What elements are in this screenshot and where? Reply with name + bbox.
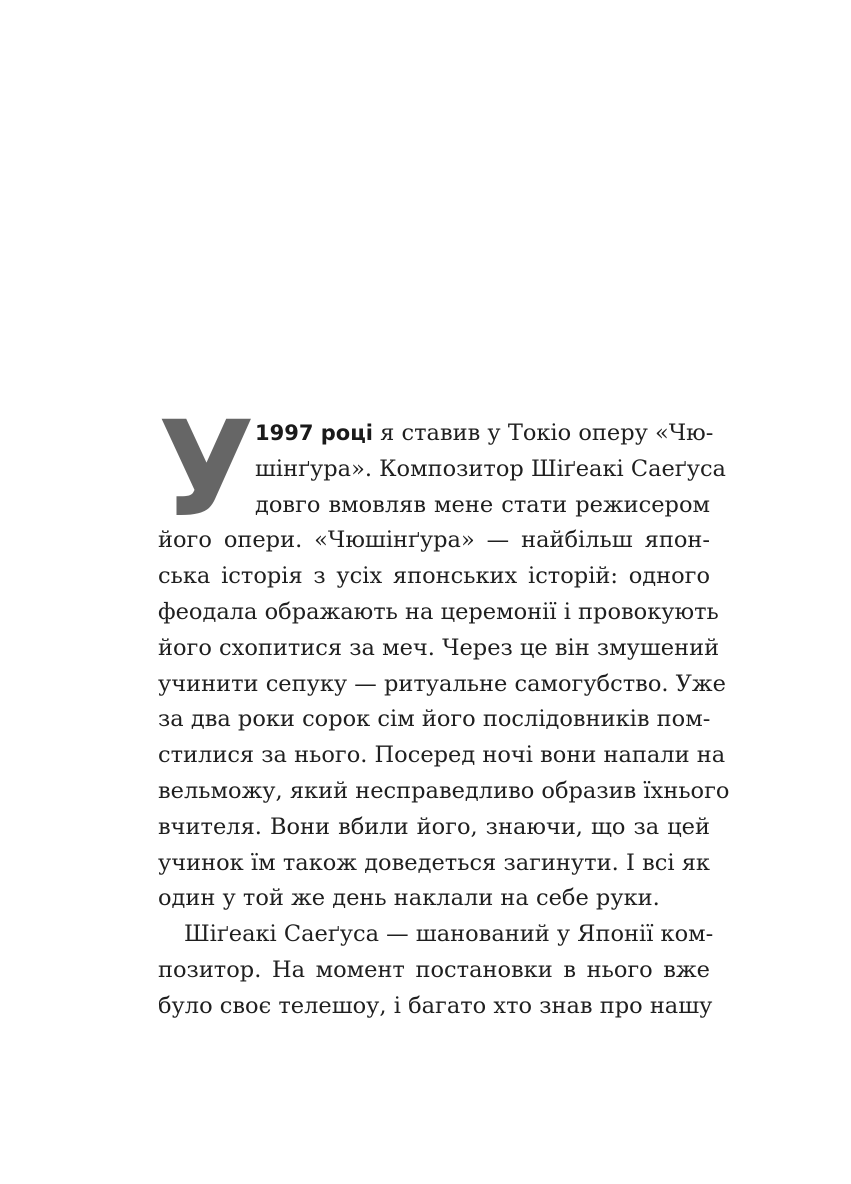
text-line: було своє телешоу, і багато хто знав про нашу [158, 992, 713, 1019]
text-line: шінґура». Композитор Шіґеакі Саеґуса [255, 455, 726, 482]
text-line: феодала ображають на церемонії і провокують [158, 598, 719, 625]
text-line: учинити сепуку — ритуальне самогубство. Уже [158, 670, 726, 697]
text-line: один у той же день наклали на себе руки. [158, 885, 660, 912]
text-line: довго вмовляв мене стати режисером [255, 491, 710, 518]
text-line: його опери. «Чюшінґура» — найбільш япон- [158, 527, 710, 554]
text-line: ська історія з усіх японських історій: одного [158, 563, 710, 590]
text-line: стилися за нього. Посеред ночі вони напали на [158, 742, 726, 769]
text-line-content: я ставив у Токіо оперу «Чю- [372, 420, 714, 446]
drop-cap-letter: У [158, 393, 251, 547]
paragraph-2 [158, 917, 714, 1024]
text-line [255, 416, 714, 452]
text-line: Шіґеакі Саеґуса — шанований у Японії ком- [184, 921, 714, 948]
text-line: його схопитися за меч. Через це він змушений [158, 634, 720, 661]
text-line: вчителя. Вони вбили його, знаючи, що за цей [158, 813, 710, 840]
text-line: за два роки сорок сім його послідовників пом- [158, 706, 711, 733]
body-text [158, 393, 730, 1025]
bold-lead-in: 1997 році [255, 421, 373, 445]
text-line: учинок їм також доведеться загинути. І всі як [158, 849, 710, 876]
text-line: позитор. На момент постановки в нього вже [158, 956, 710, 983]
text-line: вельможу, який несправедливо образив їхнього [158, 777, 730, 804]
